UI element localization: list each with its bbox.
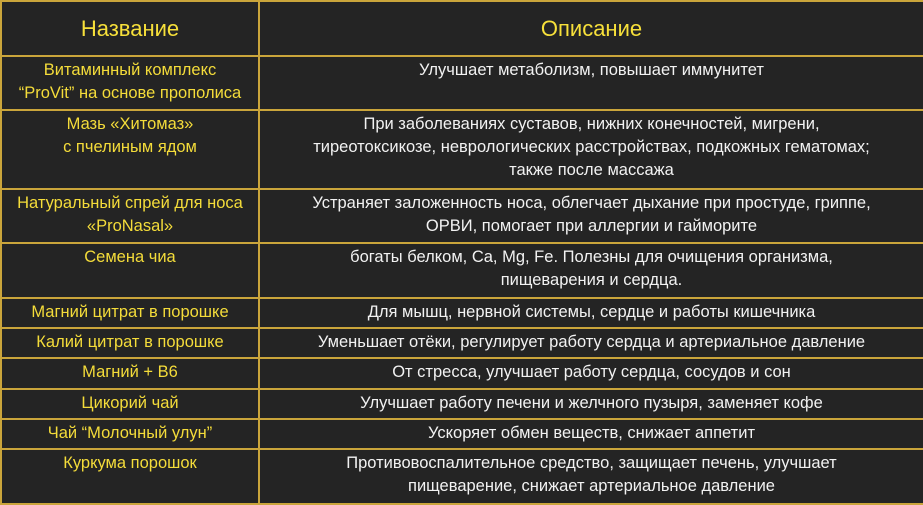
- product-description-line: Противовоспалительное средство, защищает печень, улучшает: [346, 454, 837, 473]
- product-name-line: «ProNasal»: [86, 216, 174, 235]
- product-description-cell: [259, 328, 923, 358]
- product-name-cell: [1, 298, 259, 328]
- product-name-cell: [1, 56, 259, 110]
- product-description-cell: [259, 110, 923, 189]
- product-name-line: с пчелиным ядом: [63, 138, 197, 157]
- product-description-line: пищеварение, снижает артериальное давление: [408, 477, 775, 496]
- product-description-cell: [259, 298, 923, 328]
- product-description-line: также после массажа: [509, 161, 674, 180]
- header-row: [1, 1, 923, 56]
- product-description-line: богаты белком, Ca, Mg, Fe. Полезны для очищения организма,: [350, 248, 833, 267]
- product-description-line: Уменьшает отёки, регулирует работу сердца и артериальное давление: [317, 333, 866, 352]
- product-name-line: Цикорий чай: [81, 393, 179, 412]
- product-description-cell: [259, 243, 923, 297]
- product-name-line: Витаминный комплекс: [43, 61, 217, 79]
- product-description-line: Для мышц, нервной системы, сердце и работы кишечника: [367, 302, 816, 321]
- product-name-line: Магний цитрат в порошке: [31, 302, 229, 321]
- product-description-line: При заболеваниях суставов, нижних конечностей, мигрени,: [363, 115, 820, 134]
- product-description-cell: [259, 419, 923, 449]
- product-name-cell: [1, 389, 259, 419]
- table-row: [1, 189, 923, 243]
- product-name-cell: [1, 189, 259, 243]
- product-name-cell: [1, 110, 259, 189]
- table-row: [1, 110, 923, 189]
- product-description-cell: [259, 389, 923, 419]
- product-name-cell: [1, 358, 259, 388]
- product-description-cell: [259, 358, 923, 388]
- table-row: [1, 243, 923, 297]
- product-name-line: Мазь «Хитомаз»: [66, 115, 194, 134]
- table-row: [1, 56, 923, 110]
- table-row: [1, 449, 923, 504]
- product-description-line: ОРВИ, помогает при аллергии и гайморите: [425, 216, 758, 235]
- table-row: [1, 328, 923, 358]
- product-name-cell: [1, 243, 259, 297]
- product-description-line: Улучшает метаболизм, повышает иммунитет: [419, 61, 764, 79]
- product-description-cell: [259, 189, 923, 243]
- product-description-cell: [259, 56, 923, 110]
- product-name-cell: [1, 419, 259, 449]
- product-description-line: Ускоряет обмен веществ, снижает аппетит: [427, 424, 756, 443]
- product-description-line: От стресса, улучшает работу сердца, сосудов и сон: [392, 363, 791, 382]
- product-description-line: Улучшает работу печени и желчного пузыря, заменяет кофе: [360, 393, 823, 412]
- product-description-line: Устраняет заложенность носа, облегчает дыхание при простуде, гриппе,: [312, 193, 871, 212]
- product-name-line: “ProVit” на основе прополиса: [18, 84, 242, 102]
- product-name-cell: [1, 328, 259, 358]
- table-row: [1, 419, 923, 449]
- product-description-line: тиреотоксикозе, неврологических расстройствах, подкожных гематомах;: [313, 138, 870, 157]
- product-name-line: Семена чиа: [84, 248, 176, 267]
- table-row: [1, 298, 923, 328]
- product-description-cell: [259, 449, 923, 504]
- product-name-line: Магний + B6: [82, 363, 178, 382]
- header-description: Описание: [259, 1, 923, 56]
- product-description-line: пищеварения и сердца.: [500, 271, 683, 290]
- product-name-line: Калий цитрат в порошке: [36, 333, 224, 352]
- product-name-cell: [1, 449, 259, 504]
- product-name-line: Натуральный спрей для носа: [17, 193, 243, 212]
- product-name-line: Чай “Молочный улун”: [47, 424, 213, 443]
- product-name-line: Куркума порошок: [63, 454, 197, 473]
- header-name: Название: [1, 1, 259, 56]
- table-row: [1, 389, 923, 419]
- table-row: [1, 358, 923, 388]
